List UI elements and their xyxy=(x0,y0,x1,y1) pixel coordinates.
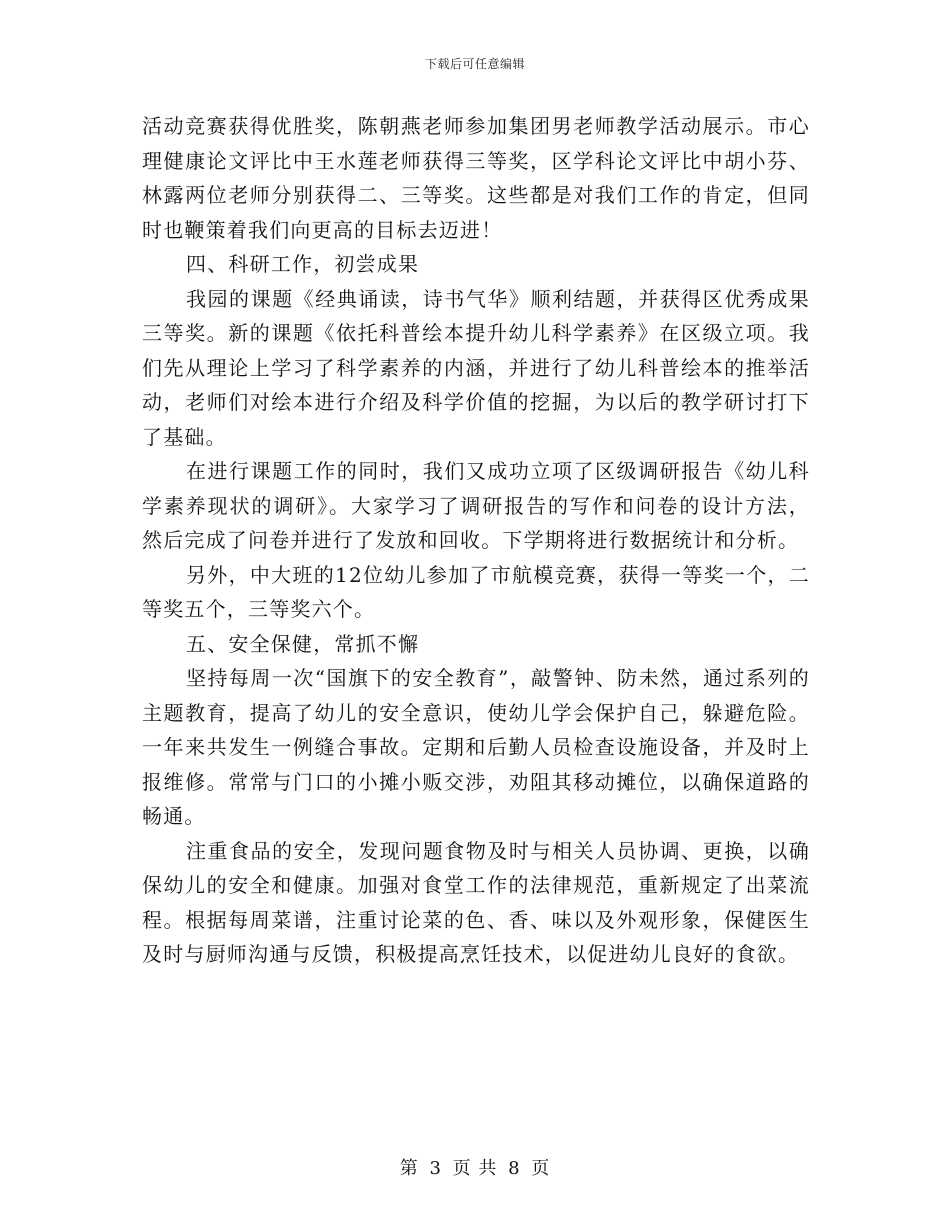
page-header xyxy=(0,55,950,72)
footer-suffix: 页 xyxy=(531,1158,551,1179)
paragraph-research-survey: 在进行课题工作的同时，我们又成功立项了区级调研报告《幼儿科学素养现状的调研》。大家学习了调研报告的写作和问卷的设计方法，然后完成了问卷并进行了发放和回收。下学期将进行数据统计和分析。 xyxy=(142,459,810,552)
paragraph-food-safety: 注重食品的安全，发现问题食物及时与相关人员协调、更换，以确保幼儿的安全和健康。加强对食堂工作的法律规范，重新规定了出菜流程。根据每周菜谱，注重讨论菜的色、香、味以及外观形象，保健医生及时与厨师沟通与反馈，积极提高烹饪技术，以促进幼儿良好的食欲。 xyxy=(142,838,810,966)
section-heading-research: 四、科研工作，初尝成果 xyxy=(186,252,420,276)
paragraph-model-competition: 另外，中大班的12位幼儿参加了市航模竞赛，获得一等奖一个，二等奖五个，三等奖六个。 xyxy=(142,562,810,621)
paragraph-awards-continued: 活动竞赛获得优胜奖，陈朝燕老师参加集团男老师教学活动展示。市心理健康论文评比中王水莲老师获得三等奖，区学科论文评比中胡小芬、林露两位老师分别获得二、三等奖。这些都是对我们工作的肯定，但同时也鞭策着我们向更高的目标去迈进！ xyxy=(142,114,810,242)
total-page-number: 8 xyxy=(508,1158,521,1179)
paragraph-safety-education: 坚持每周一次“国旗下的安全教育”，敲警钟、防未然，通过系列的主题教育，提高了幼儿的安全意识，使幼儿学会保护自己，躲避危险。一年来共发生一例缝合事故。定期和后勤人员检查设施设备，并及时上报维修。常常与门口的小摊小贩交涉，劝阻其移动摊位，以确保道路的畅通。 xyxy=(142,666,810,828)
page-footer xyxy=(0,1154,950,1180)
header-note: 下载后可任意编辑 xyxy=(424,57,525,71)
footer-prefix: 第 xyxy=(399,1158,419,1179)
current-page-number: 3 xyxy=(429,1158,442,1179)
section-heading-safety: 五、安全保健，常抓不懈 xyxy=(186,631,420,656)
document-body xyxy=(142,109,810,972)
paragraph-research-topic: 我园的课题《经典诵读，诗书气华》顺利结题，并获得区优秀成果三等奖。新的课题《依托科普绘本提升幼儿科学素养》在区级立项。我们先从理论上学习了科学素养的内涵，并进行了幼儿科普绘本的推举活动，老师们对绘本进行介绍及科学价值的挖掘，为以后的教学研讨打下了基础。 xyxy=(142,286,810,449)
footer-mid: 页 共 xyxy=(452,1158,498,1179)
